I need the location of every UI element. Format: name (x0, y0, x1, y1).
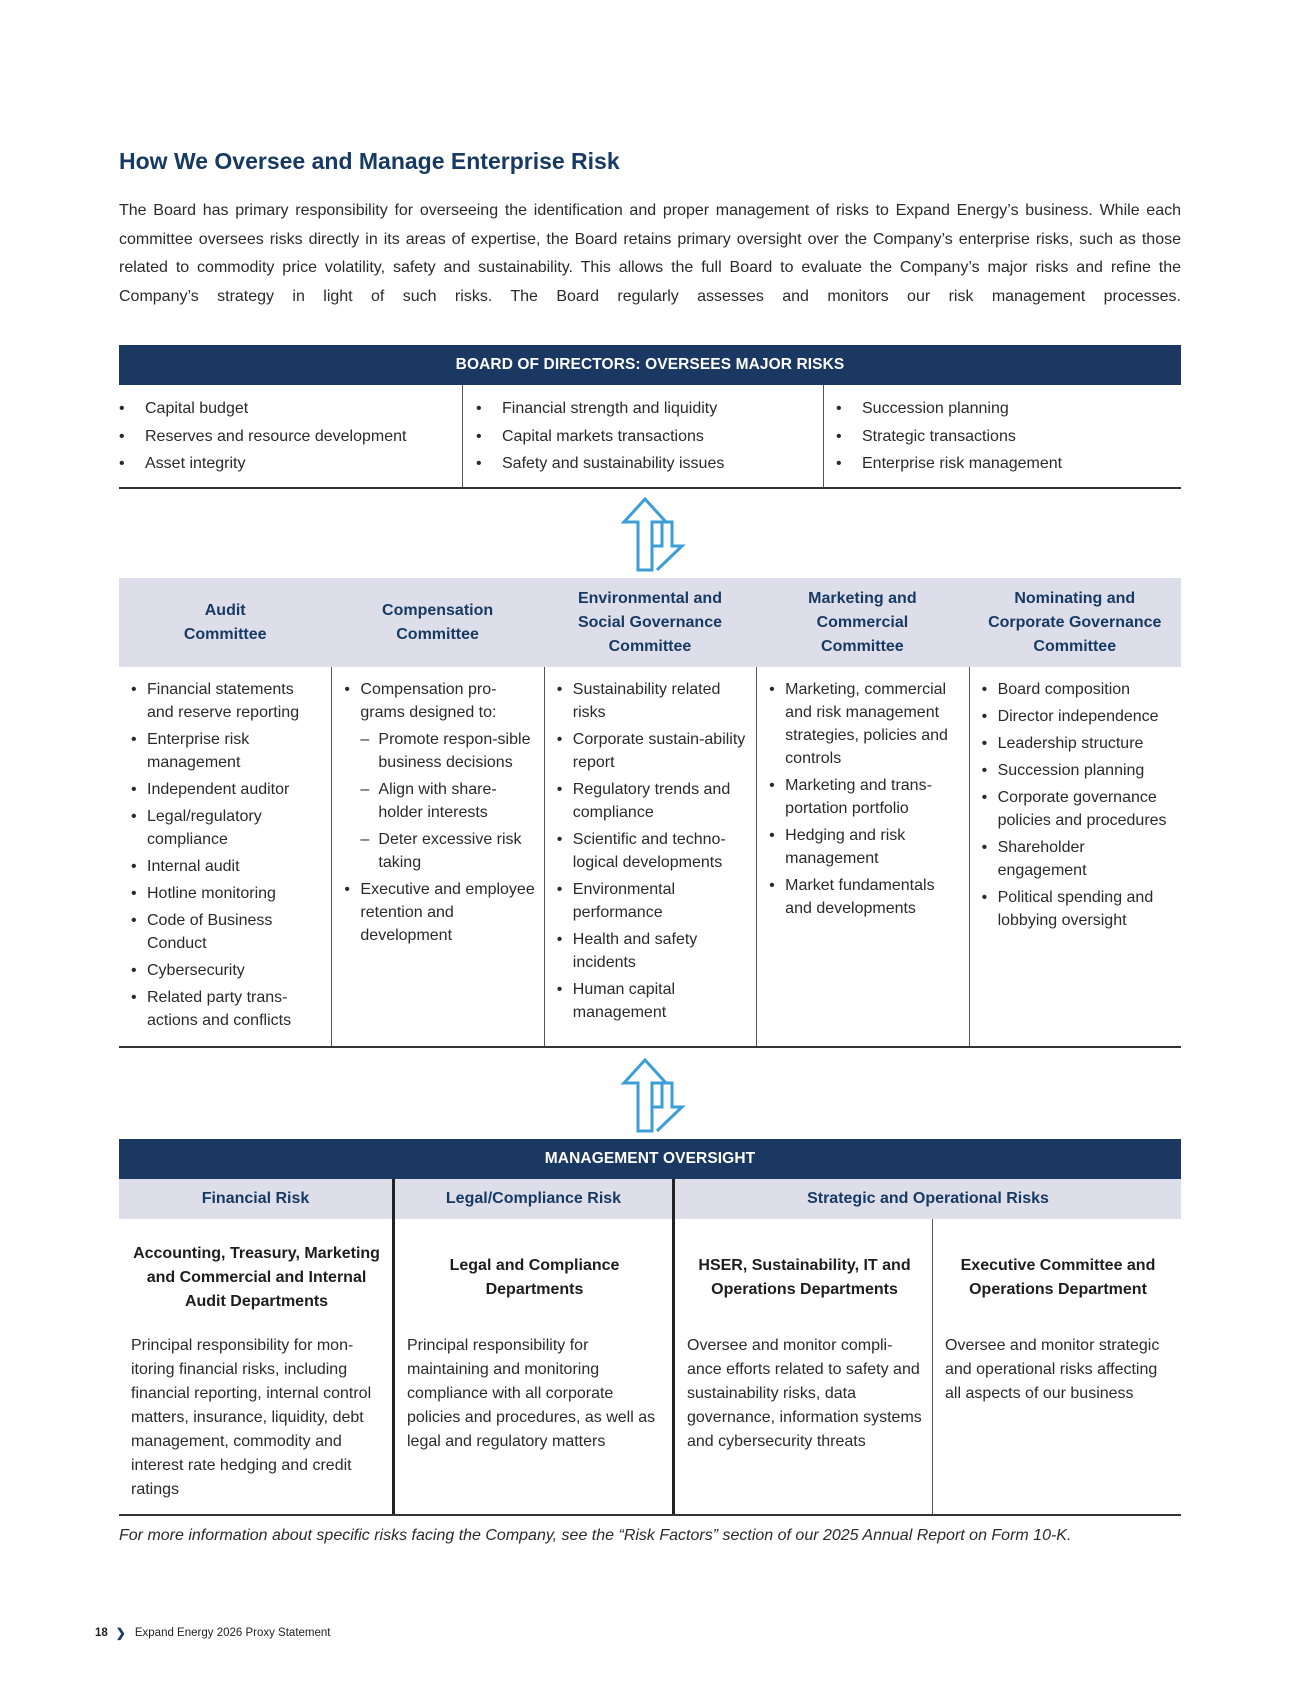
list-item: • Leadership structure (982, 732, 1173, 755)
page-footer (95, 1626, 330, 1640)
list-item: • Corporate governance policies and procedures (982, 786, 1173, 832)
department-title: HSER, Sustainability, IT and Operations Departments (698, 1257, 911, 1298)
executive-column (932, 1219, 1181, 1514)
audit-committee-column (119, 667, 331, 1046)
nominating-committee-column (969, 667, 1181, 1046)
board-risk-grid (119, 385, 1181, 489)
committee-name: Environmental and Social Governance Committee (577, 589, 722, 655)
board-item: • Strategic transactions (836, 423, 1181, 451)
list-item: • Market fundamentals and developments (769, 874, 960, 920)
board-item: • Capital budget (119, 395, 462, 423)
department-description: Principal responsibility for maintaining and monitoring compliance with all corporate policies and procedures, as well as legal and regulatory matters (407, 1337, 656, 1450)
list-item: • Code of Business Conduct (131, 909, 323, 955)
list-item: • Hotline monitoring (131, 882, 323, 905)
risk-category: Legal/Compliance Risk (392, 1179, 672, 1219)
list-item: • Legal/regulatory compliance (131, 805, 323, 851)
list-item: • Sustainability related risks (557, 678, 748, 724)
list-item: • Independent auditor (131, 778, 323, 801)
board-item: • Financial strength and liquidity (476, 395, 823, 423)
committee-name: Marketing and Commercial Committee (808, 589, 917, 655)
list-item: • Director independence (982, 705, 1173, 728)
department-description: Oversee and monitor compli-ance efforts related to safety and sustainability risks, data governance, information systems and cybersecurity threats (687, 1337, 922, 1450)
compensation-committee-column (331, 667, 543, 1046)
committee-header-row (119, 578, 1181, 667)
list-item: • Regulatory trends and compliance (557, 778, 748, 824)
board-item: • Reserves and resource development (119, 423, 462, 451)
list-item: • Compensation pro-grams designed to: (344, 678, 535, 724)
list-item: • Related party trans-actions and conflicts (131, 986, 323, 1032)
committee-body-row (119, 667, 1181, 1048)
list-item: • Health and safety incidents (557, 928, 748, 974)
bidirectional-arrow-icon (612, 496, 692, 572)
board-col-3 (823, 385, 1181, 487)
board-col-2 (462, 385, 823, 487)
board-item: • Asset integrity (119, 450, 462, 478)
list-item: • Human capital management (557, 978, 748, 1024)
list-item: • Marketing and trans-portation portfolio (769, 774, 960, 820)
financial-risk-column (119, 1219, 392, 1514)
list-item: • Succession planning (982, 759, 1173, 782)
intro-paragraph: The Board has primary responsibility for overseeing the identification and proper management of risks to Expand Energy’s business. While each committee oversees risks directly in its areas of expertise, the Board retains primary oversight over the Company’s enterprise risks, such as those related to commodity price volatility, safety and sustainability. This allows the full Board to evaluate the Company’s major risks and refine the Company’s strategy in light of such risks. The Board regularly assesses and monitors our risk management processes. (119, 202, 1181, 305)
board-item: • Safety and sustainability issues (476, 450, 823, 478)
sub-list-item: – Promote respon-sible business decisions (344, 728, 535, 774)
committee-name: Audit Committee (183, 601, 267, 643)
page-heading: How We Oversee and Manage Enterprise Risk (119, 148, 620, 174)
list-item: • Hedging and risk management (769, 824, 960, 870)
department-title: Accounting, Treasury, Marketing and Commercial and Internal Audit Departments (133, 1245, 380, 1310)
risk-category: Financial Risk (201, 1190, 310, 1207)
department-title: Legal and Compliance Departments (449, 1257, 620, 1298)
bidirectional-arrow-icon (612, 1057, 692, 1133)
list-item: • Shareholder engagement (982, 836, 1173, 882)
list-item: • Environmental performance (557, 878, 748, 924)
document-title: Expand Energy 2026 Proxy Statement (134, 1627, 331, 1639)
department-description: Oversee and monitor strategic and operational risks affecting all aspects of our business (945, 1337, 1160, 1402)
board-item: • Enterprise risk management (836, 450, 1181, 478)
legal-risk-column (392, 1219, 672, 1514)
list-item: • Marketing, commercial and risk management strategies, policies and controls (769, 678, 960, 770)
chevron-right-icon: ❯ (115, 1626, 126, 1640)
risk-category: Strategic and Operational Risks (672, 1179, 1181, 1219)
list-item: • Executive and employee retention and development (344, 878, 535, 947)
list-item: • Financial statements and reserve reporting (131, 678, 323, 724)
board-item: • Succession planning (836, 395, 1181, 423)
committee-name: Compensation Committee (382, 601, 494, 643)
list-item: • Enterprise risk management (131, 728, 323, 774)
department-description: Principal responsibility for mon-itoring financial risks, including financial reporting, internal control matters, insurance, liquidity, debt management, commodity and interest rate hedging and credit ratings (131, 1337, 372, 1498)
list-item: • Board composition (982, 678, 1173, 701)
committee-name: Nominating and Corporate Governance Committee (988, 589, 1162, 655)
board-item: • Capital markets transactions (476, 423, 823, 451)
page-number: 18 (95, 1627, 108, 1639)
esg-committee-column (544, 667, 756, 1046)
management-header-row (119, 1179, 1181, 1219)
department-title: Executive Committee and Operations Department (960, 1257, 1156, 1298)
list-item: • Corporate sustain-ability report (557, 728, 748, 774)
hser-column (672, 1219, 932, 1514)
board-col-1 (119, 385, 462, 487)
sub-list-item: – Deter excessive risk taking (344, 828, 535, 874)
list-item: • Scientific and techno-logical developments (557, 828, 748, 874)
list-item: • Cybersecurity (131, 959, 323, 982)
board-title-bar: BOARD OF DIRECTORS: OVERSEES MAJOR RISKS (119, 345, 1181, 385)
list-item: • Political spending and lobbying oversight (982, 886, 1173, 932)
list-item: • Internal audit (131, 855, 323, 878)
sub-list-item: – Align with share-holder interests (344, 778, 535, 824)
marketing-committee-column (756, 667, 968, 1046)
footnote: For more information about specific risks facing the Company, see the “Risk Factors” section of our 2025 Annual Report on Form 10-K. (119, 1527, 1072, 1544)
management-title-bar: MANAGEMENT OVERSIGHT (119, 1139, 1181, 1179)
management-body-row (119, 1219, 1181, 1516)
